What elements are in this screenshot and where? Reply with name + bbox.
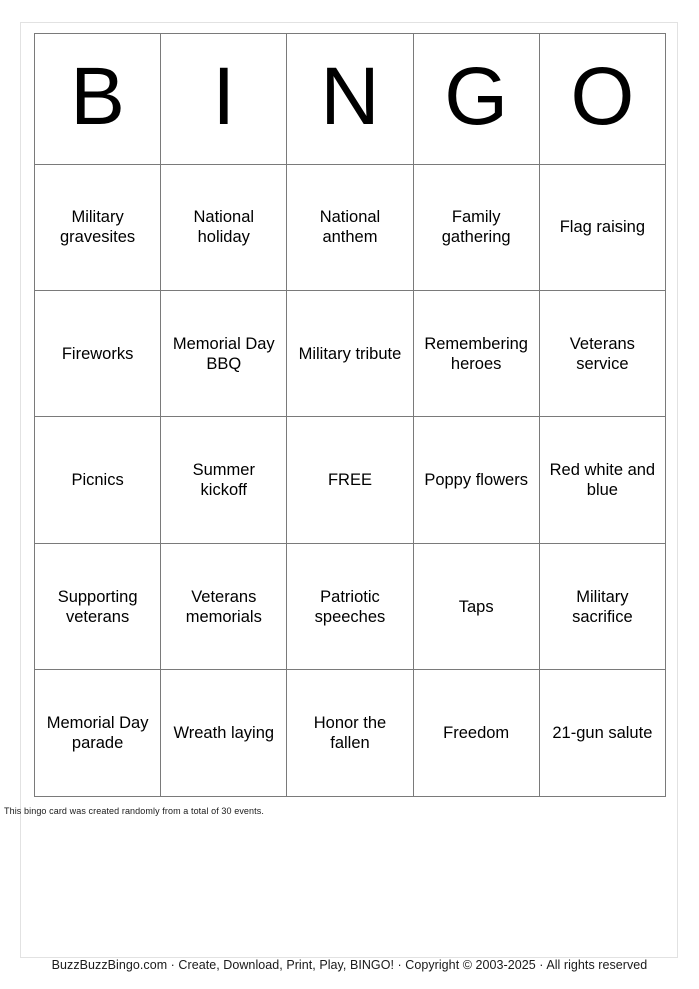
bingo-square-label: Picnics (71, 471, 124, 490)
bingo-square-label: Freedom (443, 724, 510, 743)
bingo-row (35, 417, 666, 543)
bingo-square-label: FREE (327, 471, 372, 490)
bingo-square-label: 21-gun salute (552, 724, 653, 743)
bingo-square-label: Summer kickoff (192, 461, 255, 500)
bingo-square-label: Veterans memorials (185, 587, 262, 626)
bingo-square[interactable] (35, 543, 161, 669)
bingo-square[interactable] (413, 164, 539, 290)
bingo-square[interactable] (539, 164, 665, 290)
bingo-square[interactable] (161, 417, 287, 543)
bingo-square[interactable] (287, 670, 413, 797)
bingo-square-label: Wreath laying (173, 724, 275, 743)
bingo-square[interactable] (287, 543, 413, 669)
bingo-square[interactable] (35, 417, 161, 543)
bingo-square-label: Military gravesites (59, 208, 136, 247)
bingo-square[interactable] (35, 290, 161, 416)
bingo-square[interactable] (287, 290, 413, 416)
bingo-square-free[interactable] (287, 417, 413, 543)
bingo-square-label: Patriotic speeches (314, 587, 386, 626)
bingo-header-row (35, 34, 666, 165)
bingo-square-label: Flag raising (559, 218, 646, 237)
bingo-square-label: Memorial Day BBQ (172, 334, 275, 373)
bingo-square-label: Fireworks (61, 344, 134, 363)
bingo-square[interactable] (161, 543, 287, 669)
bingo-square[interactable] (35, 670, 161, 797)
bingo-square[interactable] (539, 290, 665, 416)
bingo-row (35, 290, 666, 416)
bingo-row (35, 543, 666, 669)
bingo-square-label: Veterans service (569, 334, 635, 373)
bingo-square[interactable] (35, 164, 161, 290)
bingo-square-label: National holiday (193, 208, 255, 247)
bingo-square-label: Taps (458, 597, 494, 616)
bingo-header-letter-o: O (539, 34, 665, 165)
bingo-square[interactable] (413, 543, 539, 669)
bingo-header-letter-g: G (413, 34, 539, 165)
bingo-square-label: Poppy flowers (424, 471, 528, 490)
bingo-card (34, 33, 666, 797)
bingo-square[interactable] (161, 164, 287, 290)
bingo-square-label: Remembering heroes (424, 334, 528, 373)
card-source-note: This bingo card was created randomly from a total of 30 events. (4, 806, 264, 816)
bingo-square-label: Family gathering (441, 208, 511, 247)
bingo-square[interactable] (287, 164, 413, 290)
bingo-square[interactable] (413, 417, 539, 543)
bingo-square-label: Supporting veterans (57, 587, 138, 626)
bingo-square-label: Honor the fallen (313, 714, 387, 753)
bingo-header-letter-i: I (161, 34, 287, 165)
bingo-square[interactable] (539, 543, 665, 669)
bingo-square[interactable] (161, 670, 287, 797)
bingo-square-label: Military sacrifice (572, 587, 633, 626)
bingo-header-letter-n: N (287, 34, 413, 165)
page-footer: BuzzBuzzBingo.com · Create, Download, Print, Play, BINGO! · Copyright © 2003-2025 · All rights reserved (51, 958, 648, 972)
bingo-row (35, 164, 666, 290)
bingo-square[interactable] (413, 290, 539, 416)
bingo-square[interactable] (539, 670, 665, 797)
bingo-square-label: Red white and blue (549, 461, 656, 500)
bingo-square-label: National anthem (319, 208, 381, 247)
bingo-square-label: Memorial Day parade (46, 714, 149, 753)
bingo-grid (34, 33, 666, 797)
bingo-row (35, 670, 666, 797)
bingo-square[interactable] (413, 670, 539, 797)
bingo-header-letter-b: B (35, 34, 161, 165)
bingo-square[interactable] (539, 417, 665, 543)
bingo-square-label: Military tribute (298, 344, 402, 363)
bingo-square[interactable] (161, 290, 287, 416)
